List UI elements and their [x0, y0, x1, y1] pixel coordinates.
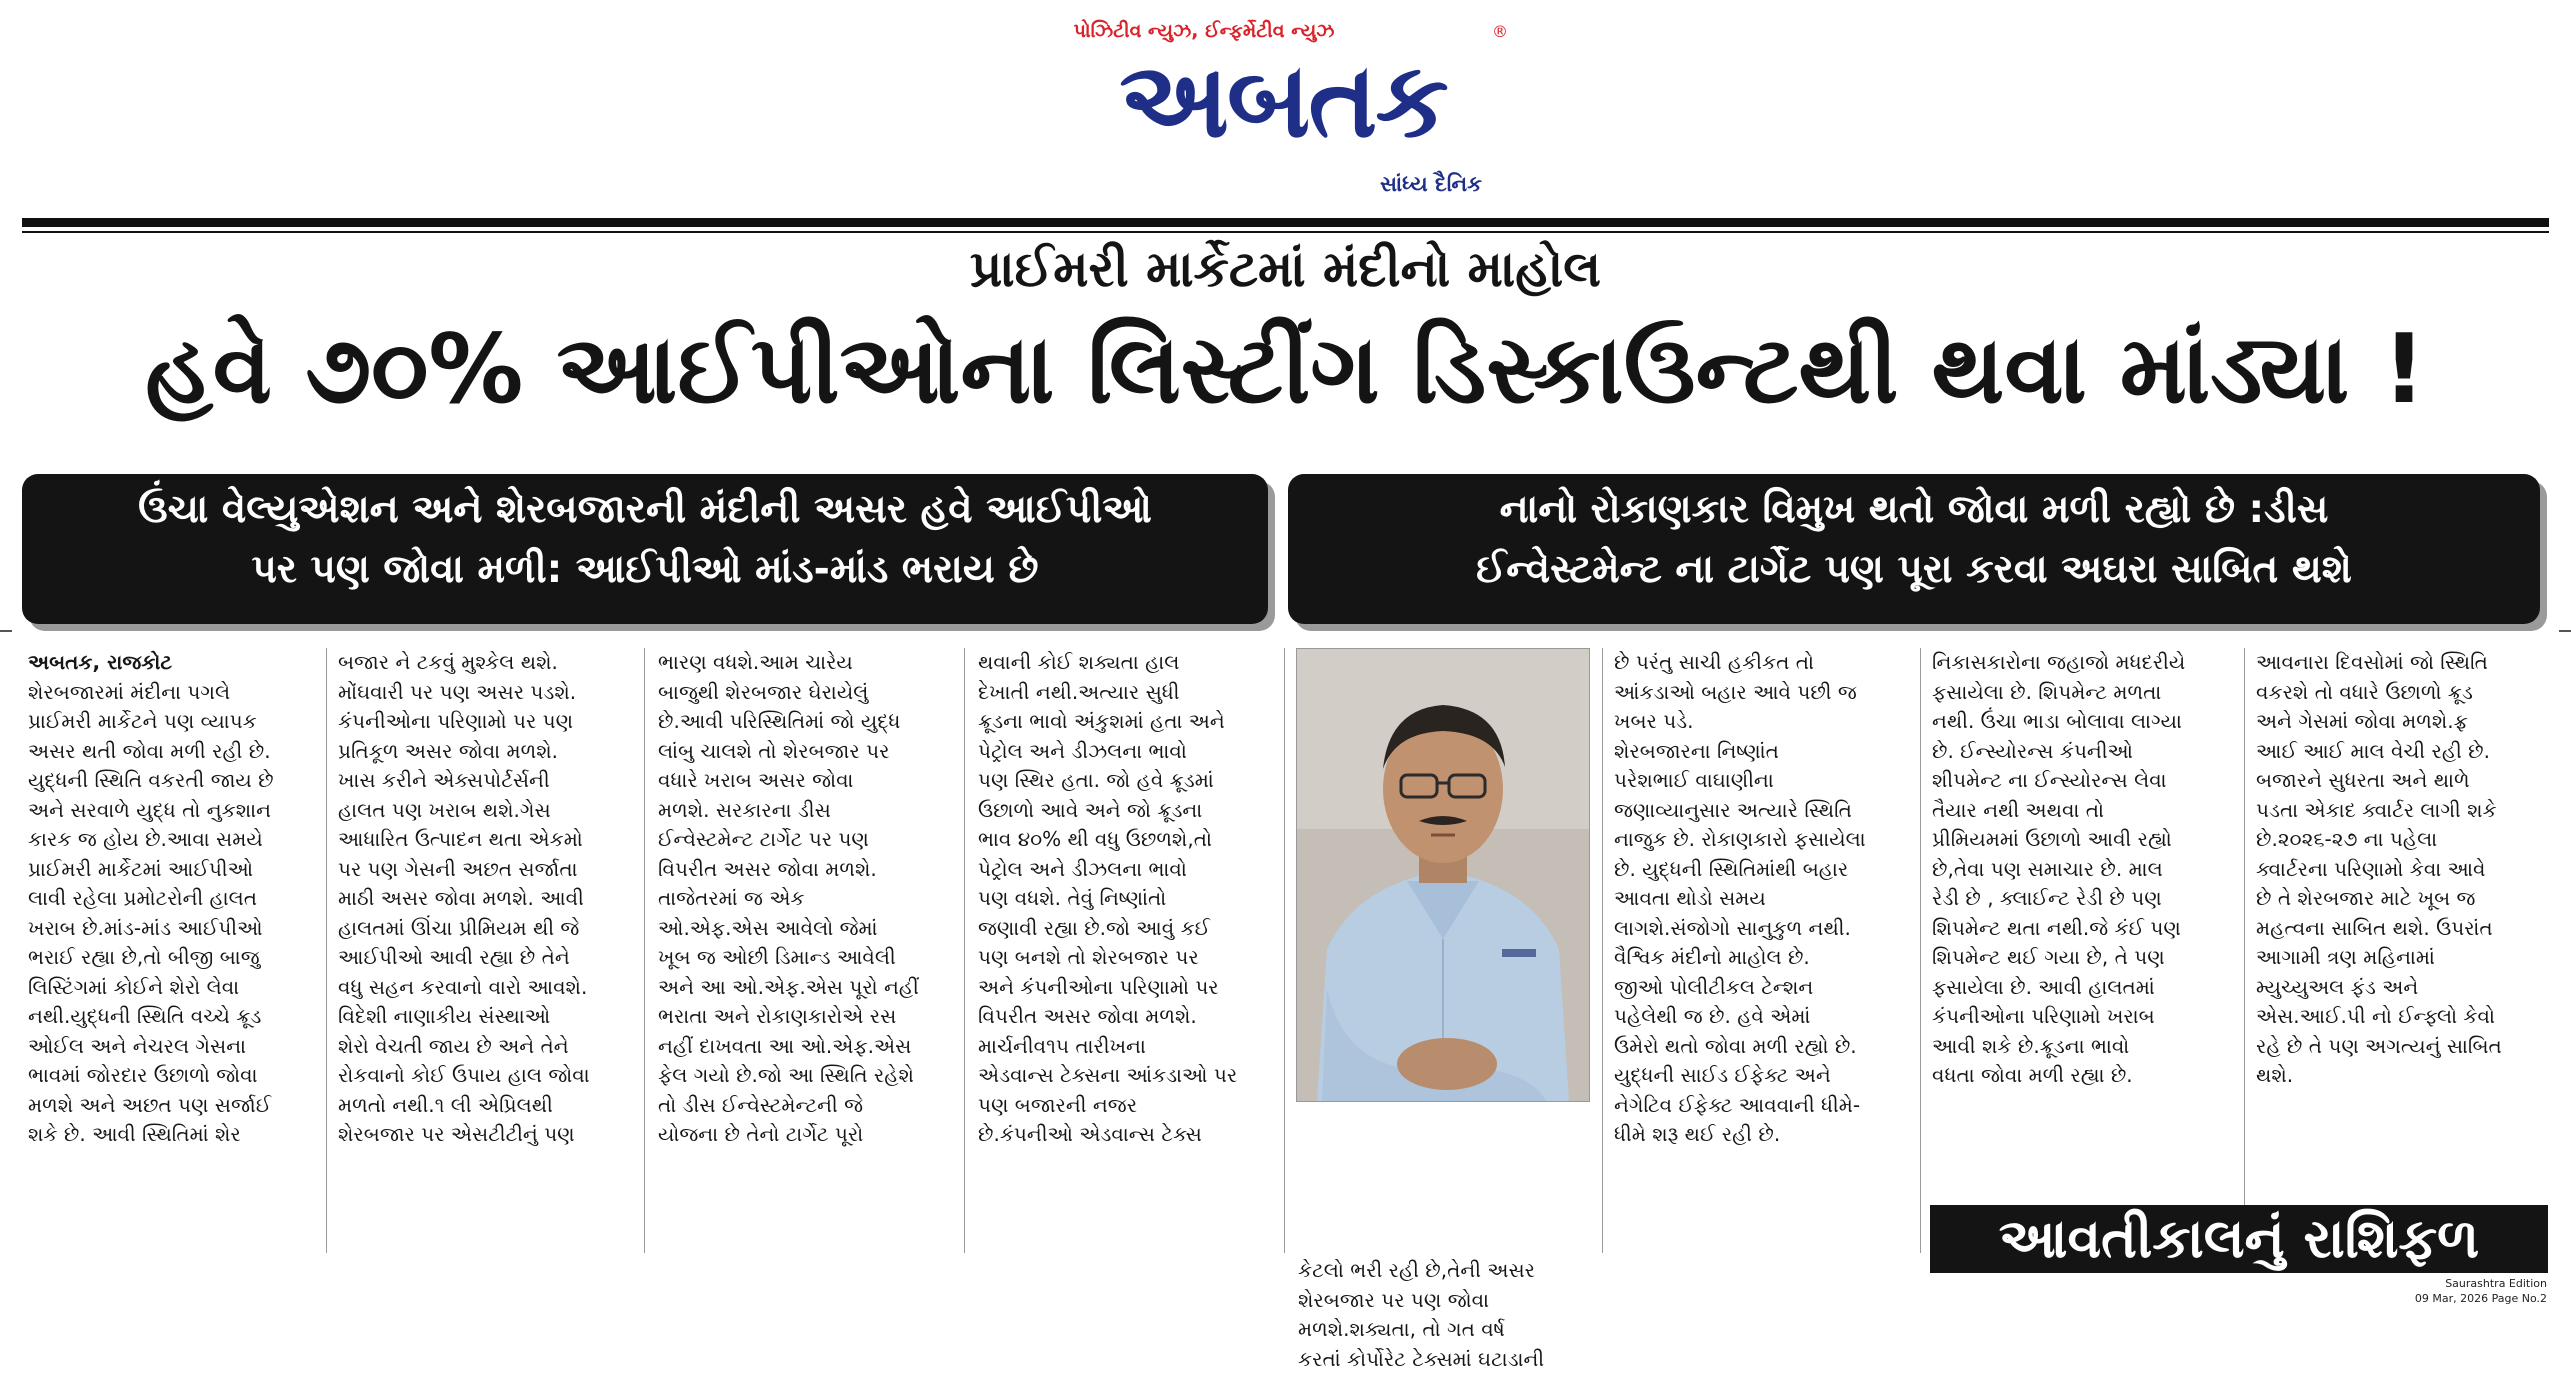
margin-mark-left: [0, 630, 12, 632]
article-kicker: પ્રાઈમરી માર્કેટમાં મંદીનો માહોલ: [22, 236, 2549, 302]
article-text-line: વકરશે તો વધારે ઉછાળો ક્રૂડ: [2256, 678, 2550, 708]
article-text-line: છે તે શેરબજાર માટે ખૂબ જ: [2256, 884, 2550, 914]
article-text-line: ઉમેરો થતો જોવા મળી રહ્યો છે.: [1614, 1032, 1906, 1062]
article-text-line: ભાવ ૪૦% થી વધુ ઉછળશે,તો: [978, 825, 1270, 855]
article-text-line: આંકડાઓ બહાર આવે પછી જ: [1614, 678, 1906, 708]
article-column-3: [658, 648, 948, 1258]
article-text-line: હાલત પણ ખરાબ થશે.ગેસ: [338, 796, 628, 826]
article-text-line: પેટ્રોલ અને ડીઝલના ભાવો: [978, 855, 1270, 885]
article-text-line: થવાની કોઈ શક્યતા હાલ: [978, 648, 1270, 678]
article-text-line: ક્વાર્ટરના પરિણામો કેવા આવે: [2256, 855, 2550, 885]
article-text-line: નથી.યુદ્ધની સ્થિતિ વચ્ચે ક્રૂડ: [28, 1002, 312, 1032]
column-divider: [326, 648, 327, 1253]
article-text-line: મળતો નથી.૧ લી એપ્રિલથી: [338, 1091, 628, 1121]
article-text-line: તો ડીસ ઈન્વેસ્ટમેન્ટની જે: [658, 1091, 948, 1121]
deck-right-line: નાનો રોકાણકાર વિમુખ થતો જોવા મળી રહ્યો છે :ડીસ: [1288, 480, 2540, 540]
article-text-line: મ્યુચ્યુઅલ ફંડ અને: [2256, 973, 2550, 1003]
article-text-line: જણાવ્યાનુસાર અત્યારે સ્થિતિ: [1614, 796, 1906, 826]
article-text-line: ભાવમાં જોરદાર ઉછાળો જોવા: [28, 1061, 312, 1091]
article-text-line: શિપમેન્ટ થતા નથી.જે કંઈ પણ: [1932, 914, 2230, 944]
article-text-line: મળશે અને અછત પણ સર્જાઈ: [28, 1091, 312, 1121]
article-column-4: [978, 648, 1270, 1258]
article-text-line: ખૂબ જ ઓછી ડિમાન્ડ આવેલી: [658, 943, 948, 973]
article-text-line: મળશે. સરકારના ડીસ: [658, 796, 948, 826]
article-text-line: અને ગેસમાં જોવા મળશે.ફ્ર: [2256, 707, 2550, 737]
article-text-line: ભરાઈ રહ્યા છે,તો બીજી બાજુ: [28, 943, 312, 973]
article-column-1: [28, 648, 312, 1258]
deck-left-line: ઉંચા વેલ્યુએશન અને શેરબજારની મંદીની અસર હવે આઈપીઓ: [22, 480, 1268, 540]
article-text-line: નથી. ઉંચા ભાડા બોલાવા લાગ્યા: [1932, 707, 2230, 737]
column-divider: [644, 648, 645, 1253]
article-text-line: શેરો વેચતી જાય છે અને તેને: [338, 1032, 628, 1062]
margin-mark-right: [2559, 630, 2571, 632]
deck-right: [1288, 474, 2540, 624]
article-column-2: [338, 648, 628, 1258]
article-byline: અબતક, રાજકોટ: [28, 648, 312, 678]
article-text-line: ખબર પડે.: [1614, 707, 1906, 737]
masthead-logo[interactable]: અબતક: [1060, 40, 1506, 160]
article-text-line: છે. યુદ્ધની સ્થિતિમાંથી બહાર: [1614, 855, 1906, 885]
article-text-line: અને સરવાળે યુદ્ધ તો નુકશાન: [28, 796, 312, 826]
article-text-line: પેટ્રોલ અને ડીઝલના ભાવો: [978, 737, 1270, 767]
article-text-line: શેરબજારના નિષ્ણાંત: [1614, 737, 1906, 767]
edition-name: Saurashtra Edition: [2415, 1276, 2547, 1291]
article-text-line: ઈન્વેસ્ટમેન્ટ ટાર્ગેટ પર પણ: [658, 825, 948, 855]
article-text-line: આવી શકે છે.ક્રૂડના ભાવો: [1932, 1032, 2230, 1062]
masthead-rule-thin: [22, 231, 2549, 233]
article-text-line: દેખાતી નથી.અત્યાર સુધી: [978, 678, 1270, 708]
column-divider: [1920, 648, 1921, 1253]
article-text-line: વિપરીત અસર જોવા મળશે.: [978, 1002, 1270, 1032]
article-text-line: પ્રાઈમરી માર્કેટમાં આઈપીઓ: [28, 855, 312, 885]
article-text-line: મહત્વના સાબિત થશે. ઉપરાંત: [2256, 914, 2550, 944]
article-column-7: [1932, 648, 2230, 1258]
article-text-line: શિપમેન્ટ થઈ ગયા છે, તે પણ: [1932, 943, 2230, 973]
article-text-line: પણ સ્થિર હતા. જો હવે ક્રૂડમાં: [978, 766, 1270, 796]
article-text-line: બજારને સુધરતા અને થાળે: [2256, 766, 2550, 796]
person-portrait-image: [1297, 649, 1589, 1101]
article-text-line: કારક જ હોય છે.આવા સમયે: [28, 825, 312, 855]
article-text-line: પ્રાઈમરી માર્કેટને પણ વ્યાપક: [28, 707, 312, 737]
article-text-line: બાજુથી શેરબજાર ઘેરાયેલું: [658, 678, 948, 708]
article-text-line: શેરબજાર પર પણ જોવા: [1298, 1286, 1590, 1316]
article-text-line: શીપમેન્ટ ના ઈન્સ્યોરન્સ લેવા: [1932, 766, 2230, 796]
article-text-line: ક્રૂડના ભાવો અંકુશમાં હતા અને: [978, 707, 1270, 737]
article-text-line: વધારે ખરાબ અસર જોવા: [658, 766, 948, 796]
article-text-line: આવનારા દિવસોમાં જો સ્થિતિ: [2256, 648, 2550, 678]
article-text-line: મળશે.શક્યતા, તો ગત વર્ષ: [1298, 1315, 1590, 1345]
article-text-line: યોજના છે તેનો ટાર્ગેટ પૂરો: [658, 1120, 948, 1150]
article-text-line: ઓઈલ અને નેચરલ ગેસના: [28, 1032, 312, 1062]
column-divider: [1602, 648, 1603, 1253]
article-text-line: યુદ્ધની સ્થિતિ વકરતી જાય છે: [28, 766, 312, 796]
column-divider: [1284, 648, 1285, 1253]
article-text-line: લિસ્ટિંગમાં કોઈને શેરો લેવા: [28, 973, 312, 1003]
article-text-line: શેરબજારમાં મંદીના પગલે: [28, 678, 312, 708]
column-divider: [964, 648, 965, 1253]
article-text-line: નાજુક છે. રોકાણકારો ફસાયેલા: [1614, 825, 1906, 855]
article-text-line: છે પરંતુ સાચી હકીકત તો: [1614, 648, 1906, 678]
article-text-line: છે,તેવા પણ સમાચાર છે. માલ: [1932, 855, 2230, 885]
article-text-line: નહીં દાખવતા આ ઓ.એફ.એસ: [658, 1032, 948, 1062]
article-text-line: તૈયાર નથી અથવા તો: [1932, 796, 2230, 826]
article-text-line: પણ વધશે. તેવું નિષ્ણાંતો: [978, 884, 1270, 914]
article-text-line: શકે છે. આવી સ્થિતિમાં શેર: [28, 1120, 312, 1150]
masthead-tagline: પોઝિટીવ ન્યુઝ, ઈન્ફર્મેટીવ ન્યુઝ: [1054, 20, 1354, 42]
article-text-line: વિપરીત અસર જોવા મળશે.: [658, 855, 948, 885]
article-text-line: તાજેતરમાં જ એક: [658, 884, 948, 914]
article-text-line: પણ બજારની નજર: [978, 1091, 1270, 1121]
article-text-line: ધીમે શરૂ થઈ રહી છે.: [1614, 1120, 1906, 1150]
article-text-line: પરેશભાઈ વાઘાણીના: [1614, 766, 1906, 796]
masthead-rule: [22, 218, 2549, 227]
article-text-line: આગામી ત્રણ મહિનામાં: [2256, 943, 2550, 973]
article-text-line: ખરાબ છે.માંડ-માંડ આઈપીઓ: [28, 914, 312, 944]
article-text-line: ખાસ કરીને એક્સપોર્ટર્સની: [338, 766, 628, 796]
deck-left-line: પર પણ જોવા મળી: આઈપીઓ માંડ-માંડ ભરાય છે: [22, 540, 1268, 600]
article-text-line: વધતા જોવા મળી રહ્યા છે.: [1932, 1061, 2230, 1091]
column-divider: [2244, 648, 2245, 1253]
article-text-line: શેરબજાર પર એસટીટીનું પણ: [338, 1120, 628, 1150]
deck-right-line: ઈન્વેસ્ટમેન્ટ ના ટાર્ગેટ પણ પૂરા કરવા અઘરા સાબિત થશે: [1288, 540, 2540, 600]
article-text-line: માર્ચનીવ૧૫ તારીખના: [978, 1032, 1270, 1062]
article-column-8: [2256, 648, 2550, 1258]
article-text-line: જણાવી રહ્યા છે.જો આવું કઈ: [978, 914, 1270, 944]
article-column-5: [1298, 1256, 1590, 1336]
article-text-line: રોકવાનો કોઈ ઉપાય હાલ જોવા: [338, 1061, 628, 1091]
article-headline: હવે ૭૦% આઈપીઓના લિસ્ટીંગ ડિસ્કાઉન્ટથી થવા માંડ્યા !: [22, 300, 2549, 440]
article-text-line: છે.કંપનીઓ એડવાન્સ ટેક્સ: [978, 1120, 1270, 1150]
article-text-line: લાંબુ ચાલશે તો શેરબજાર પર: [658, 737, 948, 767]
article-text-line: ઓ.એફ.એસ આવેલો જેમાં: [658, 914, 948, 944]
registered-mark: ®: [1492, 22, 1508, 41]
article-text-line: થશે.: [2256, 1061, 2550, 1091]
edition-date-page: 09 Mar, 2026 Page No.2: [2415, 1291, 2547, 1306]
article-text-line: માઠી અસર જોવા મળશે. આવી: [338, 884, 628, 914]
article-text-line: રેડી છે , ક્લાઈન્ટ રેડી છે પણ: [1932, 884, 2230, 914]
article-text-line: ઉછાળો આવે અને જો ક્રૂડના: [978, 796, 1270, 826]
article-text-line: ફેલ ગયો છે.જો આ સ્થિતિ રહેશે: [658, 1061, 948, 1091]
article-text-line: લાગશે.સંજોગો સાનુકુળ નથી.: [1614, 914, 1906, 944]
article-text-line: એસ.આઈ.પી નો ઈન્ફ્લો કેવો: [2256, 1002, 2550, 1032]
article-text-line: નિકાસકારોના જહાજો મધદરીયે: [1932, 648, 2230, 678]
article-text-line: હાલતમાં ઊંચા પ્રીમિયમ થી જે: [338, 914, 628, 944]
article-text-line: પહેલેથી જ છે. હવે એમાં: [1614, 1002, 1906, 1032]
article-text-line: પર પણ ગેસની અછત સર્જાતા: [338, 855, 628, 885]
article-text-line: અને કંપનીઓના પરિણામો પર: [978, 973, 1270, 1003]
article-text-line: યુદ્ધની સાઈડ ઈફેક્ટ અને: [1614, 1061, 1906, 1091]
article-text-line: નેગેટિવ ઈફેક્ટ આવવાની ધીમે-: [1614, 1091, 1906, 1121]
article-text-line: છે.૨૦૨૬-૨૭ ના પહેલા: [2256, 825, 2550, 855]
article-text-line: પ્રીમિયમમાં ઉછાળો આવી રહ્યો: [1932, 825, 2230, 855]
article-text-line: રહે છે તે પણ અગત્યનું સાબિત: [2256, 1032, 2550, 1062]
article-text-line: પ્રતિકૂળ અસર જોવા મળશે.: [338, 737, 628, 767]
article-text-line: અને આ ઓ.એફ.એસ પૂરો નહીં: [658, 973, 948, 1003]
article-text-line: કેટલો ભરી રહી છે,તેની અસર: [1298, 1256, 1590, 1286]
person-photo[interactable]: [1296, 648, 1590, 1102]
article-text-line: આવતા થોડો સમય: [1614, 884, 1906, 914]
article-text-line: વિદેશી નાણાકીય સંસ્થાઓ: [338, 1002, 628, 1032]
article-text-line: લાવી રહેલા પ્રમોટરોની હાલત: [28, 884, 312, 914]
masthead-subtitle: સાંધ્ય દૈનિક: [1380, 172, 1482, 197]
article-text-line: બજાર ને ટકવું મુશ્કેલ થશે.: [338, 648, 628, 678]
article-text-line: અસર થતી જોવા મળી રહી છે.: [28, 737, 312, 767]
article-text-line: કંપનીઓના પરિણામો ખરાબ: [1932, 1002, 2230, 1032]
article-text-line: ભરાતા અને રોકાણકારોએ રસ: [658, 1002, 948, 1032]
article-text-line: ફસાયેલા છે. આવી હાલતમાં: [1932, 973, 2230, 1003]
article-text-line: પડતા એકાદ ક્વાર્ટર લાગી શકે: [2256, 796, 2550, 826]
article-text-line: પણ બનશે તો શેરબજાર પર: [978, 943, 1270, 973]
article-text-line: છે.આવી પરિસ્થિતિમાં જો યુદ્ધ: [658, 707, 948, 737]
article-text-line: આધારિત ઉત્પાદન થતા એકમો: [338, 825, 628, 855]
article-text-line: આઈપીઓ આવી રહ્યા છે તેને: [338, 943, 628, 973]
article-text-line: એડવાન્સ ટેક્સના આંકડાઓ પર: [978, 1061, 1270, 1091]
article-text-line: મોંઘવારી પર પણ અસર પડશે.: [338, 678, 628, 708]
article-text-line: ભારણ વધશે.આમ ચારેય: [658, 648, 948, 678]
article-text-line: કરતાં કોર્પોરેટ ટેક્સમાં ઘટાડાની: [1298, 1345, 1590, 1374]
article-column-6: [1614, 648, 1906, 1258]
article-text-line: વૈશ્વિક મંદીનો માહોલ છે.: [1614, 943, 1906, 973]
article-text-line: છે. ઈન્સ્યોરન્સ કંપનીઓ: [1932, 737, 2230, 767]
deck-left: [22, 474, 1268, 624]
horoscope-banner[interactable]: આવતીકાલનું રાશિફળ: [1930, 1205, 2548, 1273]
article-text-line: જીઓ પોલીટીકલ ટેન્શન: [1614, 973, 1906, 1003]
article-text-line: ફસાયેલા છે. શિપમેન્ટ મળતા: [1932, 678, 2230, 708]
article-text-line: આઈ આઈ માલ વેચી રહી છે.: [2256, 737, 2550, 767]
article-text-line: કંપનીઓના પરિણામો પર પણ: [338, 707, 628, 737]
edition-info: [2415, 1276, 2547, 1306]
article-text-line: વધુ સહન કરવાનો વારો આવશે.: [338, 973, 628, 1003]
